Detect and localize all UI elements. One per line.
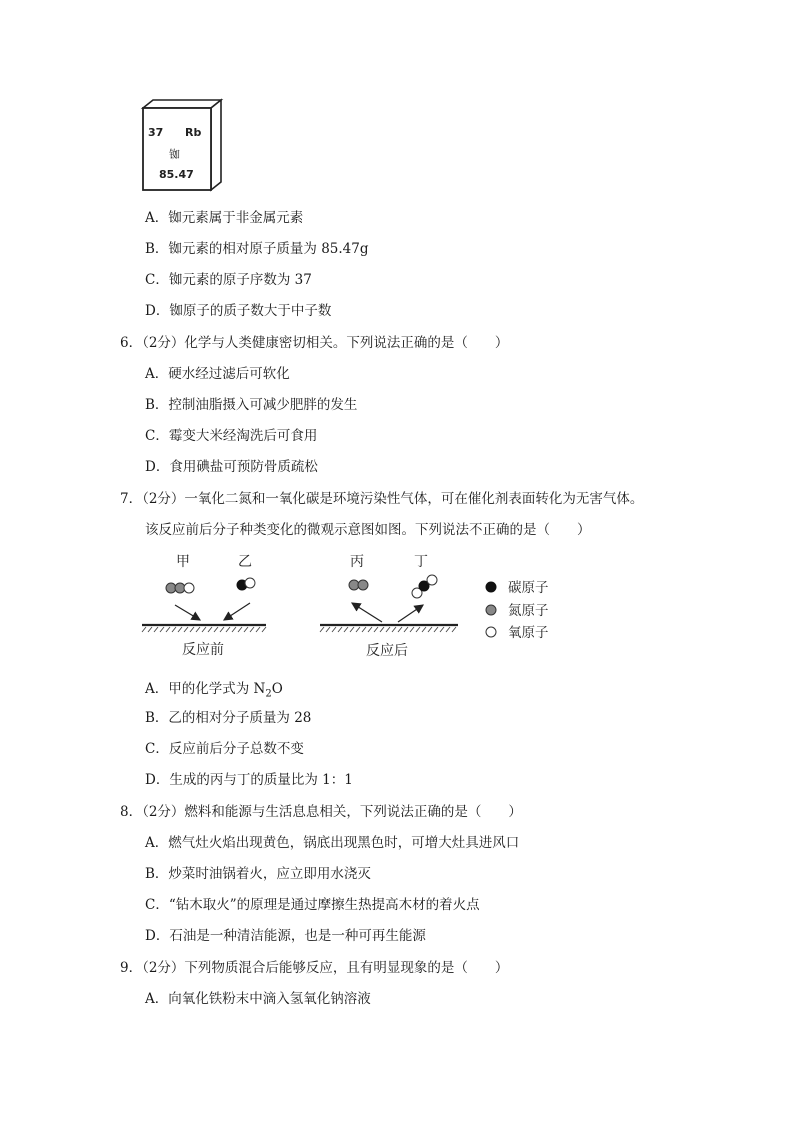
q6-stem: 6．（2分）化学与人类健康密切相关。下列说法正确的是（ ） [120,335,509,351]
q7-stem-line1: 7．（2分）一氧化二氮和一氧化碳是环境污染性气体，可在催化剂表面转化为无害气体。 [120,491,644,507]
q7-option-a-subscript: 2 [265,688,272,700]
reaction-diagram [130,548,590,664]
legend [486,580,549,641]
label-ding: 丁 [414,554,428,570]
legend-oxygen: 氧原子 [508,625,549,641]
q5-option-a: A．铷元素属于非金属元素 [145,210,304,226]
label-yi: 乙 [238,554,252,570]
element-symbol: Rb [185,126,202,139]
q8-option-b: B．炒菜时油锅着火，应立即用水浇灭 [145,866,371,882]
molecule-ding [412,575,437,598]
label-jia: 甲 [176,554,190,570]
element-name: 铷 [169,148,180,161]
q5-option-b: B．铷元素的相对原子质量为 85.47g [145,241,369,257]
q5-option-d: D．铷原子的质子数大于中子数 [145,303,332,319]
q6-option-d: D．食用碘盐可预防骨质疏松 [145,459,318,475]
element-mass: 85.47 [159,168,194,181]
q8-option-c: C．“钻木取火”的原理是通过摩擦生热提高木材的着火点 [145,897,480,913]
q8-stem: 8．（2分）燃料和能源与生活息息相关，下列说法正确的是（ ） [120,804,522,820]
q8-option-d: D．石油是一种清洁能源，也是一种可再生能源 [145,928,426,944]
q7-stem-line2: 该反应前后分子种类变化的微观示意图如图。下列说法不正确的是（ ） [145,522,591,538]
q6-option-a: A．硬水经过滤后可软化 [145,366,290,382]
legend-carbon: 碳原子 [508,580,549,596]
molecule-bing [349,580,368,590]
q6-option-c: C．霉变大米经淘洗后可食用 [145,428,318,444]
q8-option-a: A．燃气灶火焰出现黄色，锅底出现黑色时，可增大灶具进风口 [145,835,520,851]
legend-nitrogen: 氮原子 [508,603,549,619]
q9-stem: 9．（2分）下列物质混合后能够反应，且有明显现象的是（ ） [120,960,509,976]
molecule-jia [166,583,194,593]
molecule-yi [237,578,255,590]
element-card-figure [135,98,230,194]
element-number: 37 [148,126,164,139]
q7-option-b: B．乙的相对分子质量为 28 [145,710,312,726]
q9-option-a: A．向氧化铁粉末中滴入氢氧化钠溶液 [145,991,371,1007]
label-after: 反应后 [366,643,408,659]
q7-option-c: C．反应前后分子总数不变 [145,741,304,757]
label-before: 反应前 [182,642,224,658]
label-bing: 丙 [350,554,364,570]
q7-option-a [145,677,283,700]
q6-option-b: B．控制油脂摄入可减少肥胖的发生 [145,397,358,413]
q7-option-a-suffix: O [271,681,283,697]
q7-option-d: D．生成的丙与丁的质量比为 1：1 [145,772,353,788]
q5-option-c: C．铷元素的原子序数为 37 [145,272,312,288]
q7-option-a-prefix: A．甲的化学式为 N [145,681,266,697]
